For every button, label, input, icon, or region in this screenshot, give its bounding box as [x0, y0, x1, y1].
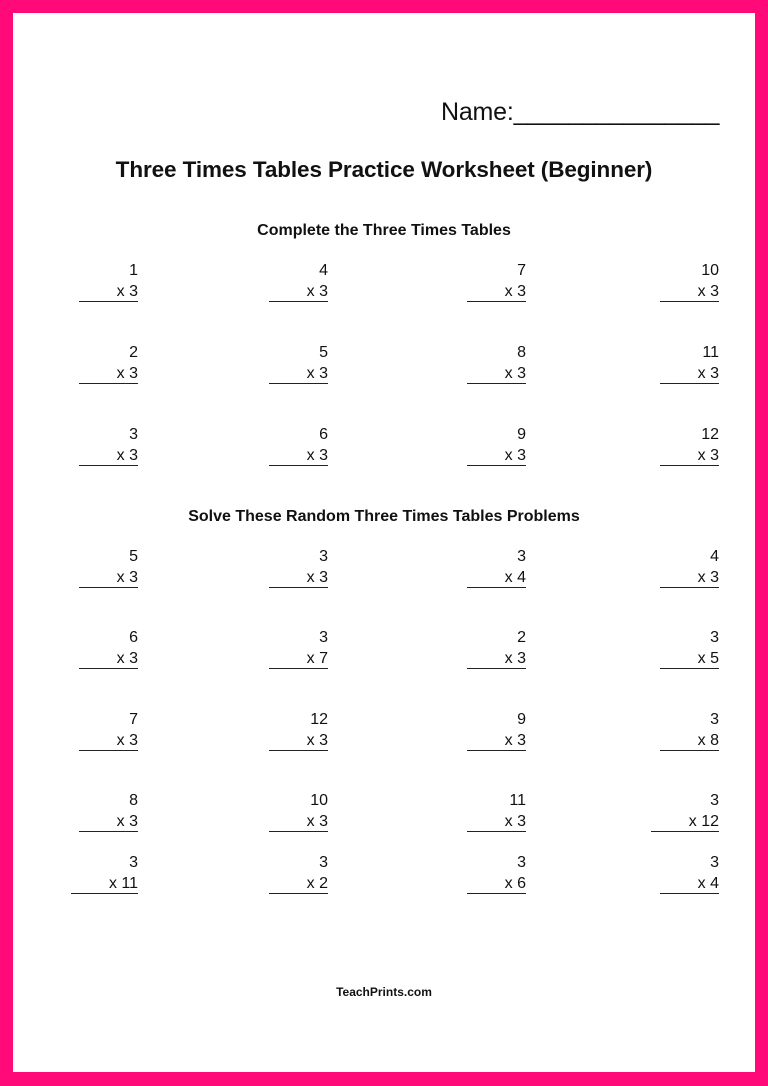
problem: [660, 342, 719, 384]
problem-multiplier-answer-line[interactable]: [269, 568, 328, 588]
problem-multiplier-answer-line[interactable]: [467, 568, 526, 588]
problem-multiplier: x 3: [116, 283, 138, 300]
problem-multiplier: x 8: [697, 732, 719, 749]
problem: [660, 424, 719, 466]
problem-multiplier-answer-line[interactable]: [660, 364, 719, 384]
problem: [467, 546, 526, 588]
section-heading-random: Solve These Random Three Times Tables Problems: [188, 508, 580, 525]
problem: [467, 260, 526, 302]
worksheet-page: [13, 13, 755, 1072]
problem: [79, 627, 138, 669]
problem-multiplicand: 3: [710, 629, 719, 646]
problem-multiplicand: 3: [129, 426, 138, 443]
problem: [467, 709, 526, 751]
problem-multiplier: x 3: [697, 283, 719, 300]
problem-multiplier: x 3: [306, 365, 328, 382]
problem: [79, 546, 138, 588]
problem: [467, 424, 526, 466]
problem: [269, 852, 328, 894]
problem: [269, 424, 328, 466]
problem-multiplier-answer-line[interactable]: [660, 874, 719, 894]
problem-multiplier-answer-line[interactable]: [467, 731, 526, 751]
problem-multiplier: x 4: [697, 875, 719, 892]
problem: [467, 852, 526, 894]
problem-multiplier: x 3: [697, 447, 719, 464]
problem: [660, 546, 719, 588]
problem-multiplier: x 5: [697, 650, 719, 667]
problem-multiplicand: 5: [129, 548, 138, 565]
problem-multiplier-answer-line[interactable]: [467, 649, 526, 669]
problem-multiplier: x 3: [504, 813, 526, 830]
problem: [269, 627, 328, 669]
problem-multiplicand: 9: [517, 426, 526, 443]
problem-multiplier-answer-line[interactable]: [269, 731, 328, 751]
problem-multiplier-answer-line[interactable]: [79, 282, 138, 302]
problem-multiplier-answer-line[interactable]: [651, 812, 719, 832]
problem-multiplicand: 2: [517, 629, 526, 646]
problem-multiplier-answer-line[interactable]: [79, 568, 138, 588]
problem-multiplicand: 3: [710, 854, 719, 871]
problem: [660, 260, 719, 302]
problem: [660, 852, 719, 894]
problem-multiplicand: 7: [517, 262, 526, 279]
problem-multiplicand: 9: [517, 711, 526, 728]
problem-multiplier-answer-line[interactable]: [467, 874, 526, 894]
problem: [79, 709, 138, 751]
problem-multiplier: x 3: [116, 447, 138, 464]
problem-multiplicand: 3: [517, 548, 526, 565]
problem-multiplier: x 3: [306, 447, 328, 464]
problem: [71, 852, 138, 894]
problem-multiplier: x 3: [697, 365, 719, 382]
section-heading-complete: Complete the Three Times Tables: [257, 222, 511, 239]
page-title: Three Times Tables Practice Worksheet (Beginner): [115, 157, 653, 182]
problem: [660, 627, 719, 669]
problem-multiplicand: 5: [319, 344, 328, 361]
problem-multiplier-answer-line[interactable]: [269, 649, 328, 669]
problem: [651, 790, 719, 832]
problem: [467, 790, 526, 832]
problem-multiplier-answer-line[interactable]: [269, 364, 328, 384]
problem-multiplier-answer-line[interactable]: [79, 731, 138, 751]
problem: [660, 709, 719, 751]
problem-multiplier: x 3: [306, 813, 328, 830]
problem-multiplier-answer-line[interactable]: [71, 874, 138, 894]
footer-brand: TeachPrints.com: [336, 985, 432, 999]
problem-multiplier-answer-line[interactable]: [660, 446, 719, 466]
problem: [79, 790, 138, 832]
problem: [269, 546, 328, 588]
problem: [269, 790, 328, 832]
problem-multiplicand: 11: [509, 792, 526, 809]
problem-multiplier: x 11: [108, 875, 138, 892]
problem-multiplicand: 8: [517, 344, 526, 361]
problem-multiplier: x 3: [504, 447, 526, 464]
problem-multiplicand: 6: [129, 629, 138, 646]
problem-multiplier-answer-line[interactable]: [467, 812, 526, 832]
problem-multiplier: x 3: [504, 283, 526, 300]
problem-multiplier: x 3: [116, 569, 138, 586]
problem-multiplicand: 3: [710, 711, 719, 728]
problem-multiplier-answer-line[interactable]: [79, 812, 138, 832]
problem-multiplicand: 2: [129, 344, 138, 361]
problem: [79, 260, 138, 302]
problem-multiplier: x 3: [697, 569, 719, 586]
problem-multiplicand: 12: [310, 711, 328, 728]
problem-multiplier: x 2: [306, 875, 328, 892]
problem-multiplier-answer-line[interactable]: [660, 649, 719, 669]
problem: [467, 627, 526, 669]
problem-multiplier-answer-line[interactable]: [79, 364, 138, 384]
problem-multiplicand: 10: [701, 262, 719, 279]
problem-multiplicand: 6: [319, 426, 328, 443]
problem-multiplicand: 3: [129, 854, 138, 871]
problem: [79, 342, 138, 384]
problem-multiplier-answer-line[interactable]: [269, 446, 328, 466]
problem-multiplier: x 3: [306, 569, 328, 586]
problem-multiplicand: 1: [129, 262, 138, 279]
problem-multiplier: x 3: [116, 650, 138, 667]
problem-multiplicand: 4: [710, 548, 719, 565]
problem-multiplier-answer-line[interactable]: [79, 446, 138, 466]
problem-multiplicand: 10: [310, 792, 328, 809]
problem-multiplier: x 12: [688, 813, 719, 830]
problem-multiplier: x 3: [306, 283, 328, 300]
problem: [79, 424, 138, 466]
problem-multiplier: x 6: [504, 875, 526, 892]
problem-multiplier: x 3: [116, 365, 138, 382]
problem-multiplier: x 3: [306, 732, 328, 749]
problem-multiplier: x 3: [504, 365, 526, 382]
problem-multiplier-answer-line[interactable]: [467, 282, 526, 302]
problem-multiplicand: 3: [319, 854, 328, 871]
problem-multiplier-answer-line[interactable]: [467, 364, 526, 384]
problem: [467, 342, 526, 384]
problem-multiplier: x 4: [504, 569, 526, 586]
problem-multiplicand: 8: [129, 792, 138, 809]
problem-multiplicand: 3: [319, 548, 328, 565]
problem-multiplicand: 4: [319, 262, 328, 279]
problem-multiplicand: 11: [702, 344, 719, 361]
problem-multiplier: x 3: [116, 732, 138, 749]
problem-multiplicand: 12: [701, 426, 719, 443]
problem-multiplier-answer-line[interactable]: [269, 874, 328, 894]
problem-multiplier-answer-line[interactable]: [660, 731, 719, 751]
problem: [269, 260, 328, 302]
problem-multiplier-answer-line[interactable]: [660, 568, 719, 588]
problem-multiplier: x 3: [116, 813, 138, 830]
name-field[interactable]: Name:_______________: [441, 98, 720, 126]
problem-multiplier-answer-line[interactable]: [79, 649, 138, 669]
problem: [269, 342, 328, 384]
problem-multiplier: x 7: [306, 650, 328, 667]
problem-multiplicand: 3: [710, 792, 719, 809]
problem: [269, 709, 328, 751]
problem-multiplier-answer-line[interactable]: [467, 446, 526, 466]
problem-multiplier: x 3: [504, 650, 526, 667]
problem-multiplier-answer-line[interactable]: [269, 812, 328, 832]
problem-multiplicand: 7: [129, 711, 138, 728]
problem-multiplier-answer-line[interactable]: [269, 282, 328, 302]
problem-multiplier: x 3: [504, 732, 526, 749]
problem-multiplicand: 3: [517, 854, 526, 871]
problem-multiplicand: 3: [319, 629, 328, 646]
problem-multiplier-answer-line[interactable]: [660, 282, 719, 302]
